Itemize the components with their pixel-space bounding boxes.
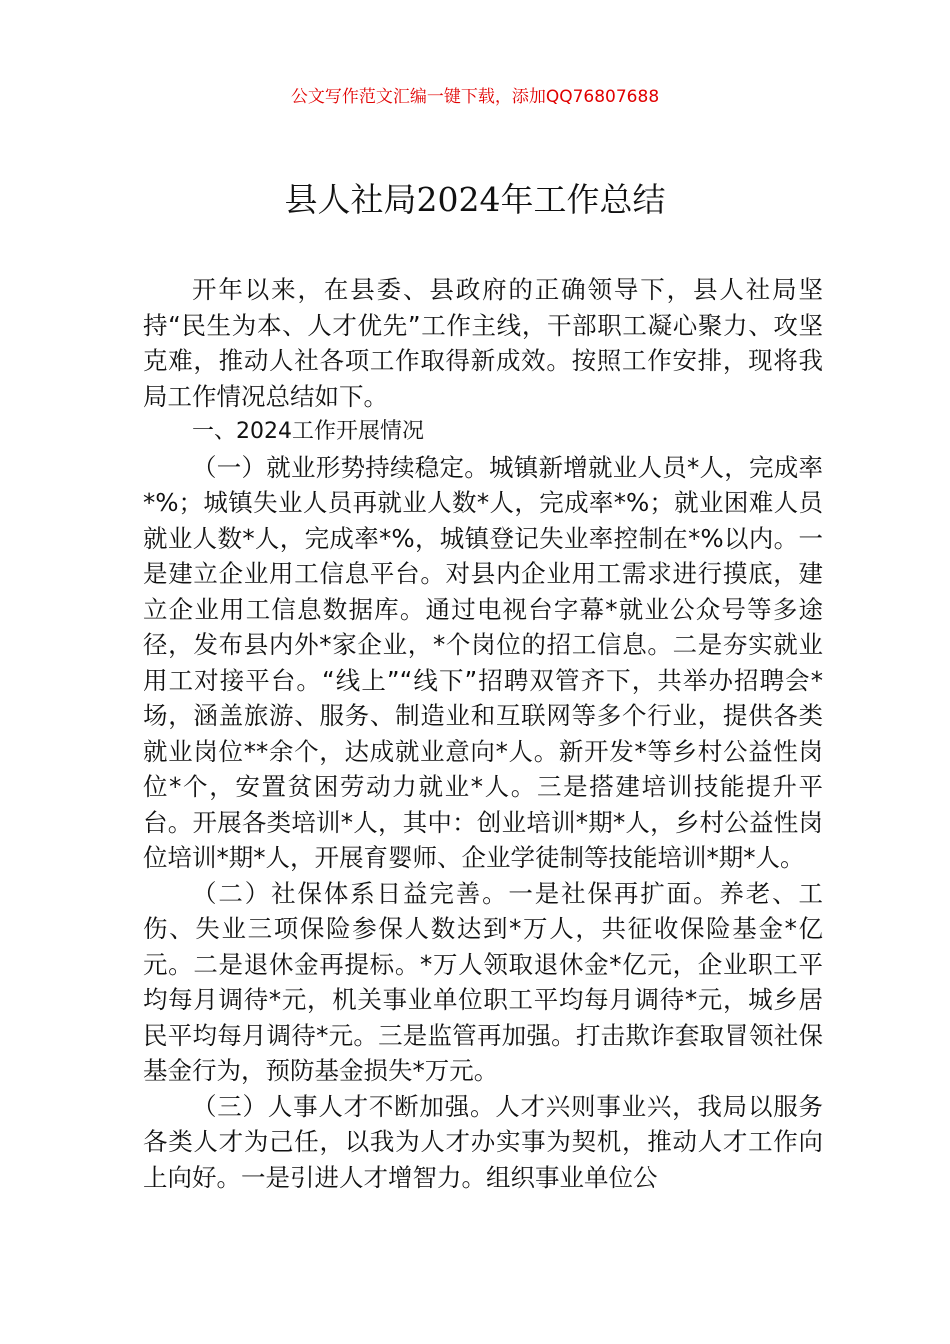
paragraph-social-security: （二）社保体系日益完善。一是社保再扩面。养老、工伤、失业三项保险参保人数达到*万人，共征收保险基金*亿元。二是退休金再提标。*万人领取退休金*亿元，企业职工平均每月调待*元，机关事业单位职工平均每月调待*元，城乡居民平均每月调待*元。三是监管再加强。打击欺诈套取冒领社保基金行为，预防基金损失*万元。	[143, 878, 823, 1085]
document-title: 县人社局2024年工作总结	[284, 180, 666, 219]
paragraph-employment: （一）就业形势持续稳定。城镇新增就业人员*人，完成率*%；城镇失业人员再就业人数*人，完成率*%；就业困难人员就业人数*人，完成率*%，城镇登记失业率控制在*%以内。一是建立企业用工信息平台。对县内企业用工需求进行摸底，建立企业用工信息数据库。通过电视台字幕*就业公众号等多途径，发布县内外*家企业，*个岗位的招工信息。二是夯实就业用工对接平台。“线上”“线下”招聘双管齐下，共举办招聘会*场，涵盖旅游、服务、制造业和互联网等多个行业，提供各类就业岗位**余个，达成就业意向*人。新开发*等乡村公益性岗位*个，安置贫困劳动力就业*人。三是搭建培训技能提升平台。开展各类培训*人，其中：创业培训*期*人，乡村公益性岗位培训*期*人，开展育婴师、企业学徒制等技能培训*期*人。	[143, 452, 823, 872]
document-body	[143, 272, 823, 1195]
section-heading-1: 一、2024工作开展情况	[192, 419, 424, 444]
intro-paragraph: 开年以来，在县委、县政府的正确领导下，县人社局坚持“民生为本、人才优先”工作主线，干部职工凝心聚力、攻坚克难，推动人社各项工作取得新成效。按照工作安排，现将我局工作情况总结如下。	[143, 275, 823, 411]
download-promo-note: 公文写作范文汇编一键下载，添加QQ76807688	[290, 87, 660, 107]
paragraph-personnel-talent: （三）人事人才不断加强。人才兴则事业兴，我局以服务各类人才为己任，以我为人才办实事为契机，推动人才工作向上向好。一是引进人才增智力。组织事业单位公	[143, 1091, 823, 1192]
